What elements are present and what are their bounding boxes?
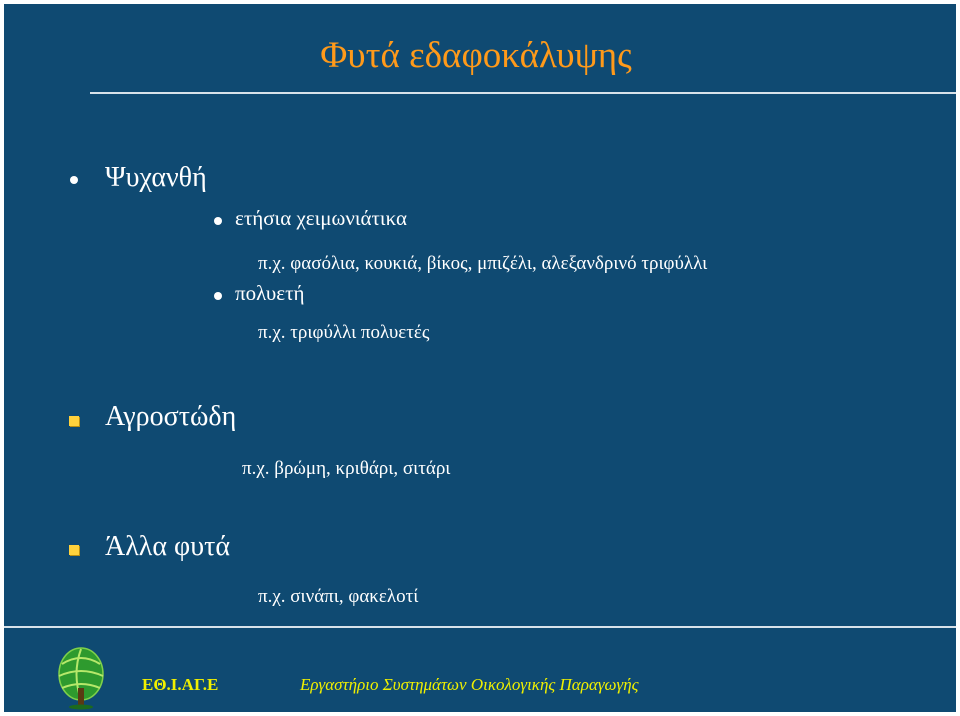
example-annual-winter: π.χ. φασόλια, κουκιά, βίκος, μπιζέλι, αλεξανδρινό τριφύλλι — [258, 253, 708, 274]
example-grasses: π.χ. βρώμη, κριθάρι, σιτάρι — [242, 458, 451, 479]
title-area — [4, 4, 956, 92]
footer-organization: ΕΘ.Ι.ΑΓ.Ε — [142, 675, 219, 694]
title-divider — [90, 92, 956, 94]
section-heading-other-plants: Άλλα φυτά — [105, 531, 230, 562]
example-other-plants: π.χ. σινάπι, φακελοτί — [258, 586, 419, 607]
bullet-dot-icon — [214, 292, 222, 300]
slide-title: Φυτά εδαφοκάλυψης — [320, 35, 632, 76]
example-perennial: π.χ. τριφύλλι πολυετές — [258, 322, 430, 343]
section-heading-grasses: Αγροστώδη — [105, 401, 237, 432]
green-globe-tree-logo-icon — [52, 644, 110, 710]
section-heading-legumes: Ψυχανθή — [105, 162, 207, 193]
bullet-dot-icon — [70, 176, 78, 184]
footer-lab-name: Εργαστήριο Συστημάτων Οικολογικής Παραγωγής — [300, 675, 639, 694]
bullet-square-icon — [69, 416, 79, 426]
subitem-perennial: πολυετή — [235, 281, 305, 305]
bullet-square-icon — [69, 545, 79, 555]
bullet-dot-icon — [214, 217, 222, 225]
slide-frame — [4, 4, 956, 712]
subitem-annual-winter: ετήσια χειμωνιάτικα — [235, 206, 407, 230]
footer-divider — [4, 626, 956, 628]
